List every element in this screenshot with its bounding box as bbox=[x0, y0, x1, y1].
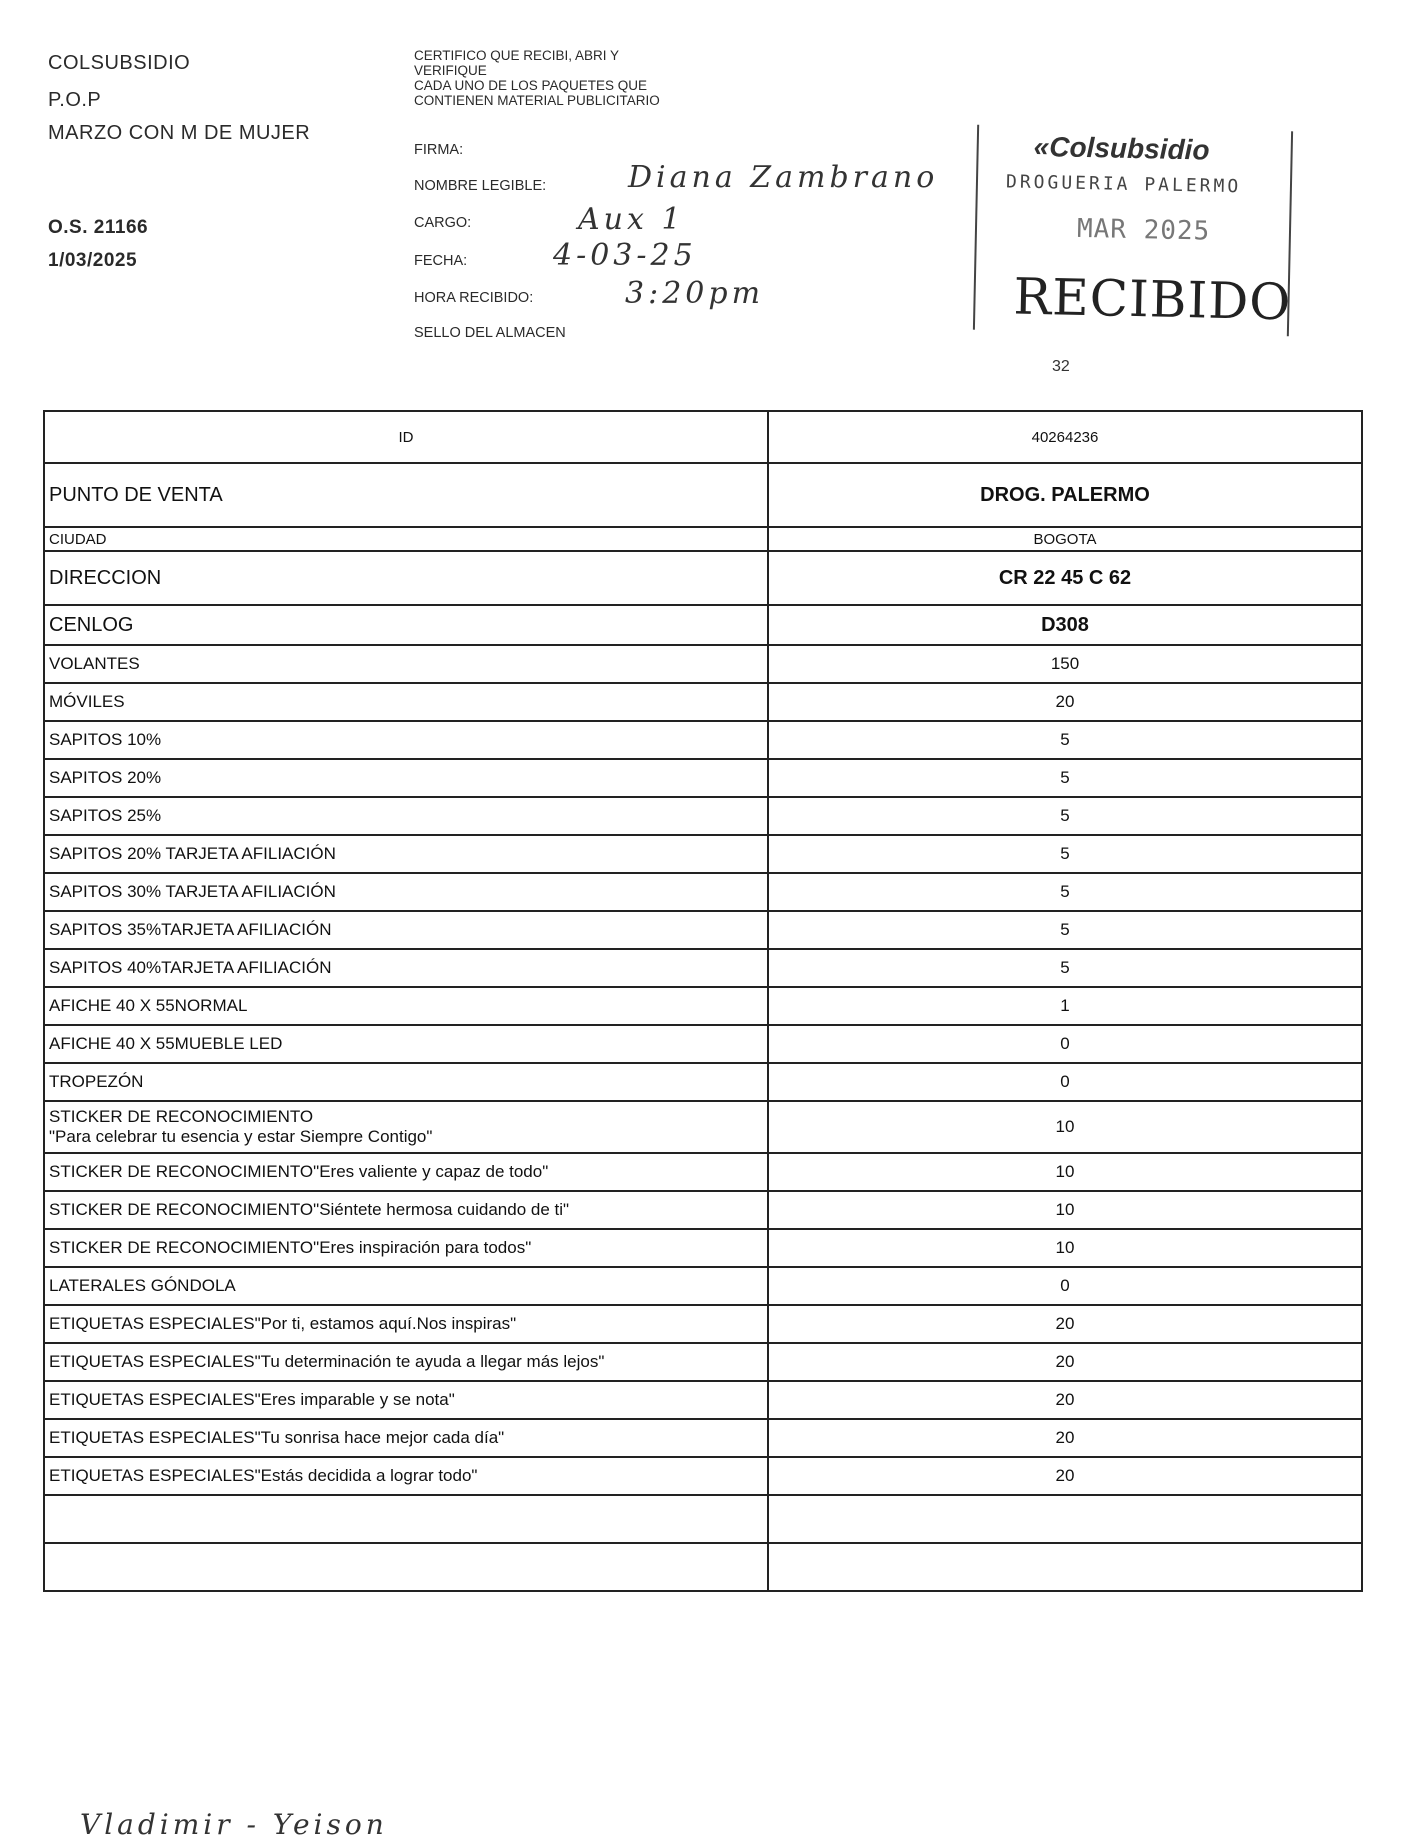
row-label bbox=[44, 1543, 768, 1591]
table-row bbox=[44, 987, 1362, 1025]
row-value: 5 bbox=[768, 835, 1362, 873]
table-row bbox=[44, 949, 1362, 987]
row-value: 1 bbox=[768, 987, 1362, 1025]
table-row bbox=[44, 1419, 1362, 1457]
row-value: 5 bbox=[768, 759, 1362, 797]
table-row bbox=[44, 645, 1362, 683]
table-row bbox=[44, 721, 1362, 759]
firma-label: FIRMA: bbox=[414, 142, 464, 158]
stamp-store: DROGUERIA PALERMO bbox=[1005, 171, 1242, 198]
table-row bbox=[44, 527, 1362, 551]
row-label: MÓVILES bbox=[44, 683, 768, 721]
row-value: 5 bbox=[768, 949, 1362, 987]
row-label: SAPITOS 30% TARJETA AFILIACIÓN bbox=[44, 873, 768, 911]
row-label: ETIQUETAS ESPECIALES"Estás decidida a lograr todo" bbox=[44, 1457, 768, 1495]
certificate-text bbox=[414, 48, 660, 108]
row-label: VOLANTES bbox=[44, 645, 768, 683]
row-label: CIUDAD bbox=[44, 527, 768, 551]
stamp-brand: «Colsubsidio bbox=[1033, 130, 1210, 166]
row-value: 40264236 bbox=[768, 411, 1362, 463]
table-row bbox=[44, 1063, 1362, 1101]
hora-label: HORA RECIBIDO: bbox=[414, 290, 534, 306]
table-row bbox=[44, 1381, 1362, 1419]
row-value: 0 bbox=[768, 1063, 1362, 1101]
table-row bbox=[44, 1457, 1362, 1495]
row-label: SAPITOS 25% bbox=[44, 797, 768, 835]
stamp-date: MAR 2025 bbox=[1076, 213, 1211, 247]
row-label bbox=[44, 1101, 768, 1153]
table-row bbox=[44, 911, 1362, 949]
row-label: ID bbox=[44, 411, 768, 463]
table-row-empty bbox=[44, 1495, 1362, 1543]
company-name: COLSUBSIDIO bbox=[48, 52, 191, 74]
table-row bbox=[44, 1267, 1362, 1305]
certificate-line: CERTIFICO QUE RECIBI, ABRI Y bbox=[414, 48, 620, 63]
table-row bbox=[44, 1343, 1362, 1381]
pop-material-table bbox=[43, 410, 1363, 1592]
pop-label: P.O.P bbox=[48, 89, 102, 111]
order-date: 1/03/2025 bbox=[48, 250, 138, 271]
certificate-line: CADA UNO DE LOS PAQUETES QUE bbox=[414, 78, 648, 93]
certificate-line: CONTIENEN MATERIAL PUBLICITARIO bbox=[414, 93, 660, 108]
row-value: 20 bbox=[768, 1419, 1362, 1457]
table-row bbox=[44, 797, 1362, 835]
table-row bbox=[44, 835, 1362, 873]
row-value bbox=[768, 1543, 1362, 1591]
fecha-value: 4-03-25 bbox=[553, 238, 697, 273]
row-value: 5 bbox=[768, 797, 1362, 835]
table-row bbox=[44, 1305, 1362, 1343]
row-value: 0 bbox=[768, 1267, 1362, 1305]
certificate-line: VERIFIQUE bbox=[414, 63, 487, 78]
table-row bbox=[44, 411, 1362, 463]
row-label bbox=[44, 1495, 768, 1543]
row-label: AFICHE 40 X 55MUEBLE LED bbox=[44, 1025, 768, 1063]
table-row bbox=[44, 1101, 1362, 1153]
row-value: BOGOTA bbox=[768, 527, 1362, 551]
table-row bbox=[44, 873, 1362, 911]
row-value: 20 bbox=[768, 1305, 1362, 1343]
row-label: AFICHE 40 X 55NORMAL bbox=[44, 987, 768, 1025]
sello-label: SELLO DEL ALMACEN bbox=[414, 325, 566, 341]
row-value: 5 bbox=[768, 911, 1362, 949]
row-value: DROG. PALERMO bbox=[768, 463, 1362, 527]
cargo-label: CARGO: bbox=[414, 215, 472, 231]
row-label-line: "Para celebrar tu esencia y estar Siempre Contigo" bbox=[49, 1127, 433, 1146]
table-row bbox=[44, 1025, 1362, 1063]
hora-value: 3:20pm bbox=[625, 276, 765, 311]
row-label: CENLOG bbox=[44, 605, 768, 645]
row-label: TROPEZÓN bbox=[44, 1063, 768, 1101]
row-value: 20 bbox=[768, 1381, 1362, 1419]
row-label: DIRECCION bbox=[44, 551, 768, 605]
table-row-empty bbox=[44, 1543, 1362, 1591]
row-label: ETIQUETAS ESPECIALES"Eres imparable y se nota" bbox=[44, 1381, 768, 1419]
row-value: 20 bbox=[768, 1343, 1362, 1381]
row-value: 20 bbox=[768, 1457, 1362, 1495]
table-row bbox=[44, 683, 1362, 721]
row-value: 20 bbox=[768, 683, 1362, 721]
table-row bbox=[44, 759, 1362, 797]
row-value: 0 bbox=[768, 1025, 1362, 1063]
nombre-label: NOMBRE LEGIBLE: bbox=[414, 178, 547, 194]
row-value: 150 bbox=[768, 645, 1362, 683]
row-label: SAPITOS 10% bbox=[44, 721, 768, 759]
row-label: ETIQUETAS ESPECIALES"Tu determinación te ayuda a llegar más lejos" bbox=[44, 1343, 768, 1381]
row-value: 5 bbox=[768, 721, 1362, 759]
received-stamp bbox=[973, 125, 1293, 337]
order-number: O.S. 21166 bbox=[48, 217, 149, 238]
row-label: LATERALES GÓNDOLA bbox=[44, 1267, 768, 1305]
nombre-value: Diana Zambrano bbox=[628, 160, 939, 195]
table-row bbox=[44, 1191, 1362, 1229]
row-value: 5 bbox=[768, 873, 1362, 911]
row-value: 10 bbox=[768, 1229, 1362, 1267]
table-row bbox=[44, 1229, 1362, 1267]
row-value: 10 bbox=[768, 1101, 1362, 1153]
table-row bbox=[44, 605, 1362, 645]
page-number: 32 bbox=[1052, 358, 1070, 375]
row-label: SAPITOS 35%TARJETA AFILIACIÓN bbox=[44, 911, 768, 949]
row-label: STICKER DE RECONOCIMIENTO"Siéntete hermosa cuidando de ti" bbox=[44, 1191, 768, 1229]
row-value: 10 bbox=[768, 1191, 1362, 1229]
campaign-name: MARZO CON M DE MUJER bbox=[48, 122, 311, 144]
cargo-value: Aux 1 bbox=[578, 202, 685, 237]
table-row bbox=[44, 1153, 1362, 1191]
row-label: ETIQUETAS ESPECIALES"Tu sonrisa hace mejor cada día" bbox=[44, 1419, 768, 1457]
row-label: ETIQUETAS ESPECIALES"Por ti, estamos aquí.Nos inspiras" bbox=[44, 1305, 768, 1343]
row-label: SAPITOS 40%TARJETA AFILIACIÓN bbox=[44, 949, 768, 987]
row-label: STICKER DE RECONOCIMIENTO"Eres valiente y capaz de todo" bbox=[44, 1153, 768, 1191]
row-label-line: STICKER DE RECONOCIMIENTO bbox=[49, 1107, 314, 1126]
row-label: SAPITOS 20% TARJETA AFILIACIÓN bbox=[44, 835, 768, 873]
fecha-label: FECHA: bbox=[414, 253, 468, 269]
row-value: D308 bbox=[768, 605, 1362, 645]
row-value bbox=[768, 1495, 1362, 1543]
table-row bbox=[44, 463, 1362, 527]
row-value: CR 22 45 C 62 bbox=[768, 551, 1362, 605]
stamp-status: RECIBIDO bbox=[1012, 267, 1292, 332]
row-label: SAPITOS 20% bbox=[44, 759, 768, 797]
row-label: PUNTO DE VENTA bbox=[44, 463, 768, 527]
row-value: 10 bbox=[768, 1153, 1362, 1191]
footer-signature: Vladimir - Yeison bbox=[80, 1808, 388, 1841]
row-label: STICKER DE RECONOCIMIENTO"Eres inspiración para todos" bbox=[44, 1229, 768, 1267]
table-row bbox=[44, 551, 1362, 605]
